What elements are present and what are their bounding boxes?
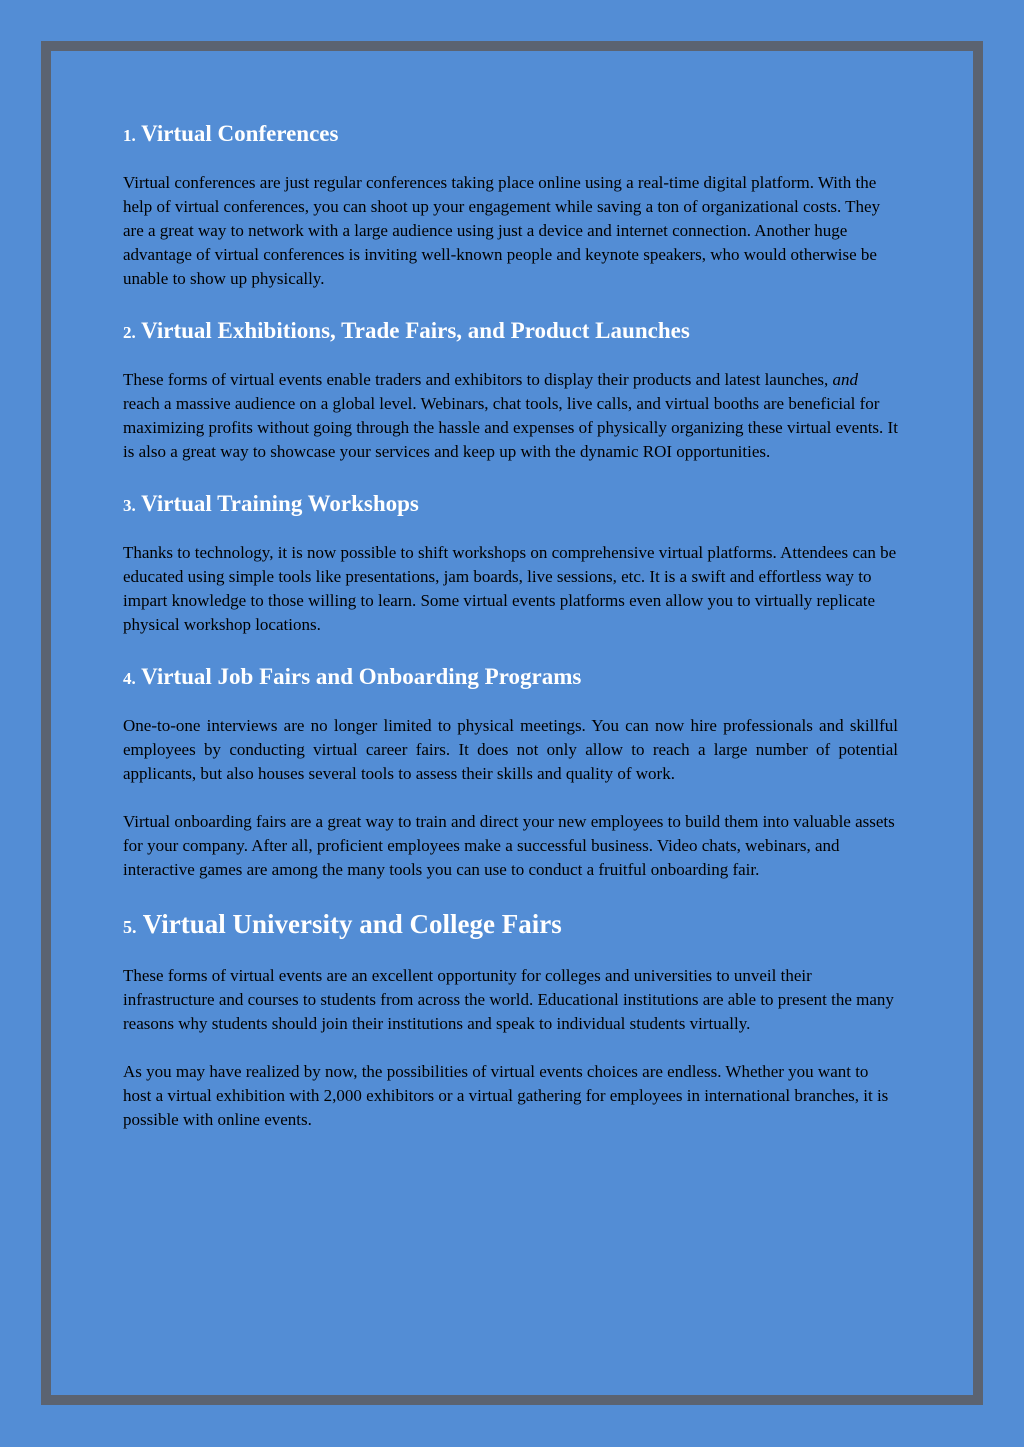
section-title: Virtual University and College Fairs	[142, 909, 562, 939]
section-paragraph: Virtual conferences are just regular conferences taking place online using a real-time digital platform. With the help of virtual conferences, you can shoot up your engagement while saving a ton of organizational costs. They are a great way to network with a large audience using just a device and internet connection. Another huge advantage of virtual conferences is inviting well-known people and keynote speakers, who would otherwise be unable to show up physically.	[123, 173, 881, 288]
section-number: 1.	[123, 126, 136, 145]
section-heading-virtual-job-fairs	[123, 662, 898, 694]
document-body	[123, 119, 898, 1132]
section-title: Virtual Job Fairs and Onboarding Programs	[141, 664, 582, 689]
section-title: Virtual Conferences	[141, 121, 339, 146]
section-heading-virtual-training-workshops	[123, 489, 898, 521]
section-heading-virtual-exhibitions	[123, 316, 898, 348]
section-heading-virtual-conferences	[123, 119, 898, 151]
section-number: 2.	[123, 323, 136, 342]
section-title: Virtual Training Workshops	[141, 491, 419, 516]
section-paragraph: Virtual onboarding fairs are a great way to train and direct your new employees to build them into valuable assets for your company. After all, proficient employees make a successful business. Video chats, webinars, and interactive games are among the many tools you can use to conduct a fruitful onboarding fair.	[123, 812, 895, 879]
section-paragraph: Thanks to technology, it is now possible to shift workshops on comprehensive virtual platforms. Attendees can be educated using simple tools like presentations, jam boards, live sessions, etc. It is a swift and effortless way to impart knowledge to those willing to learn. Some virtual events platforms even allow you to virtually replicate physical workshop locations.	[123, 543, 897, 634]
section-heading-virtual-university-fairs	[123, 907, 898, 944]
section-number: 3.	[123, 496, 136, 515]
closing-paragraph: As you may have realized by now, the possibilities of virtual events choices are endless. Whether you want to host a virtual exhibition with 2,000 exhibitors or a virtual gathering for employees in international branches, it is possible with online events.	[123, 1062, 889, 1129]
section-paragraph	[123, 368, 898, 464]
section-paragraph: One-to-one interviews are no longer limited to physical meetings. You can now hire professionals and skillful employees by conducting virtual career fairs. It does not only allow to reach a large number of potential applicants, but also houses several tools to assess their skills and quality of work.	[123, 716, 898, 783]
section-paragraph: These forms of virtual events are an excellent opportunity for colleges and universities to unveil their infrastructure and courses to students from across the world. Educational institutions are able to present the many reasons why students should join their institutions and speak to individual students virtually.	[123, 966, 894, 1033]
paragraph-text: reach a massive audience on a global level. Webinars, chat tools, live calls, and virtual booths are beneficial for maximizing profits without going through the hassle and expenses of physically organizing these virtual events. It is also a great way to showcase your services and keep up with the dynamic ROI opportunities.	[123, 394, 898, 461]
paragraph-italic-text: and	[832, 370, 859, 389]
section-number: 4.	[123, 669, 136, 688]
section-number: 5.	[123, 917, 137, 937]
section-title: Virtual Exhibitions, Trade Fairs, and Product Launches	[141, 318, 690, 343]
paragraph-text: These forms of virtual events enable traders and exhibitors to display their products and latest launches,	[123, 370, 833, 389]
